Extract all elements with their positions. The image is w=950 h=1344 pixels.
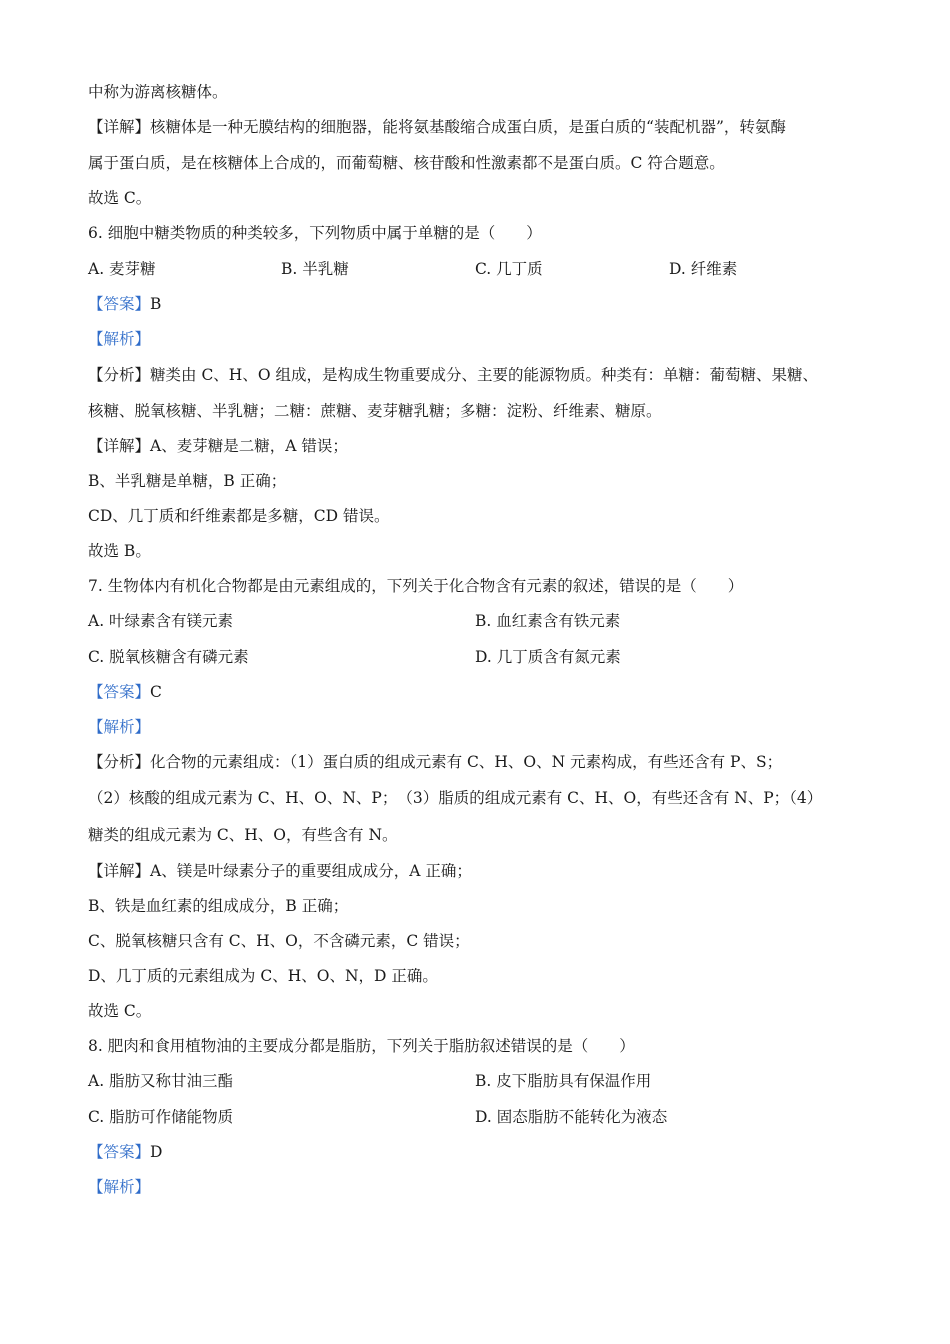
q7-fenxi-line: 【分析】化合物的元素组成：（1）蛋白质的组成元素有 C、H、O、N 元素构成，有些还含有 P、S； xyxy=(88,753,783,771)
q6-option-c: C. 几丁质 xyxy=(475,260,543,278)
paragraph: 属于蛋白质，是在核糖体上合成的，而葡萄糖、核苷酸和性激素都不是蛋白质。C 符合题意。 xyxy=(88,154,725,172)
q7-analysis-tag: 【解析】 xyxy=(88,718,151,736)
conclusion: 故选 C。 xyxy=(88,189,152,207)
q6-analysis-tag: 【解析】 xyxy=(88,330,151,348)
answer-tag: 【答案】 xyxy=(88,295,151,313)
paragraph: B、半乳糖是单糖，B 正确； xyxy=(88,472,287,490)
paragraph: C、脱氧核糖只含有 C、H、O，不含磷元素，C 错误； xyxy=(88,932,470,950)
q6-option-d: D. 纤维素 xyxy=(669,260,738,278)
q8-option-c: C. 脂肪可作储能物质 xyxy=(88,1108,234,1126)
conclusion: 故选 B。 xyxy=(88,542,151,560)
paragraph: 核糖、脱氧核糖、半乳糖；二糖：蔗糖、麦芽糖乳糖；多糖：淀粉、纤维素、糖原。 xyxy=(88,402,662,420)
answer-tag: 【答案】 xyxy=(88,683,151,701)
q8-option-a: A. 脂肪又称甘油三酯 xyxy=(88,1072,234,1090)
question-7-stem: 7. 生物体内有机化合物都是由元素组成的，下列关于化合物含有元素的叙述，错误的是（ ） xyxy=(88,577,744,595)
paragraph: 中称为游离核糖体。 xyxy=(88,83,228,101)
q8-analysis-tag: 【解析】 xyxy=(88,1178,151,1196)
q6-option-b: B. 半乳糖 xyxy=(281,260,349,278)
question-8-stem: 8. 肥肉和食用植物油的主要成分都是脂肪，下列关于脂肪叙述错误的是（ ） xyxy=(88,1037,635,1055)
paragraph: D、几丁质的元素组成为 C、H、O、N，D 正确。 xyxy=(88,967,438,985)
q8-answer: 【答案】D xyxy=(88,1143,163,1161)
q7-option-d: D. 几丁质含有氮元素 xyxy=(475,648,621,666)
paragraph: 糖类的组成元素为 C、H、O，有些含有 N。 xyxy=(88,826,398,844)
q8-option-b: B. 皮下脂肪具有保温作用 xyxy=(475,1072,652,1090)
q7-option-a: A. 叶绿素含有镁元素 xyxy=(88,612,234,630)
paragraph: （2）核酸的组成元素为 C、H、O、N、P； （3）脂质的组成元素有 C、H、O，有些还含有 N、P；（4） xyxy=(88,789,823,807)
paragraph: CD、几丁质和纤维素都是多糖，CD 错误。 xyxy=(88,507,390,525)
answer-tag: 【答案】 xyxy=(88,1143,151,1161)
q6-option-a: A. 麦芽糖 xyxy=(88,260,156,278)
q7-option-b: B. 血红素含有铁元素 xyxy=(475,612,621,630)
detail-paragraph-line: 【详解】核糖体是一种无膜结构的细胞器，能将氨基酸缩合成蛋白质，是蛋白质的“装配机器”，转氨酶 xyxy=(88,118,786,136)
q7-answer: 【答案】C xyxy=(88,683,162,701)
q6-answer: 【答案】B xyxy=(88,295,162,313)
q7-option-c: C. 脱氧核糖含有磷元素 xyxy=(88,648,249,666)
q6-xiangjie-line: 【详解】A、麦芽糖是二糖，A 错误； xyxy=(88,437,348,455)
detail-tag: 【详解】 xyxy=(88,118,151,136)
q8-option-d: D. 固态脂肪不能转化为液态 xyxy=(475,1108,668,1126)
paragraph: B、铁是血红素的组成成分，B 正确； xyxy=(88,897,349,915)
q7-xiangjie-line: 【详解】A、镁是叶绿素分子的重要组成成分，A 正确； xyxy=(88,862,472,880)
q6-fenxi-line: 【分析】糖类由 C、H、O 组成，是构成生物重要成分、主要的能源物质。种类有：单糖：葡萄糖、果糖、 xyxy=(88,366,818,384)
question-6-stem: 6. 细胞中糖类物质的种类较多，下列物质中属于单糖的是（ ） xyxy=(88,224,542,242)
conclusion: 故选 C。 xyxy=(88,1002,152,1020)
